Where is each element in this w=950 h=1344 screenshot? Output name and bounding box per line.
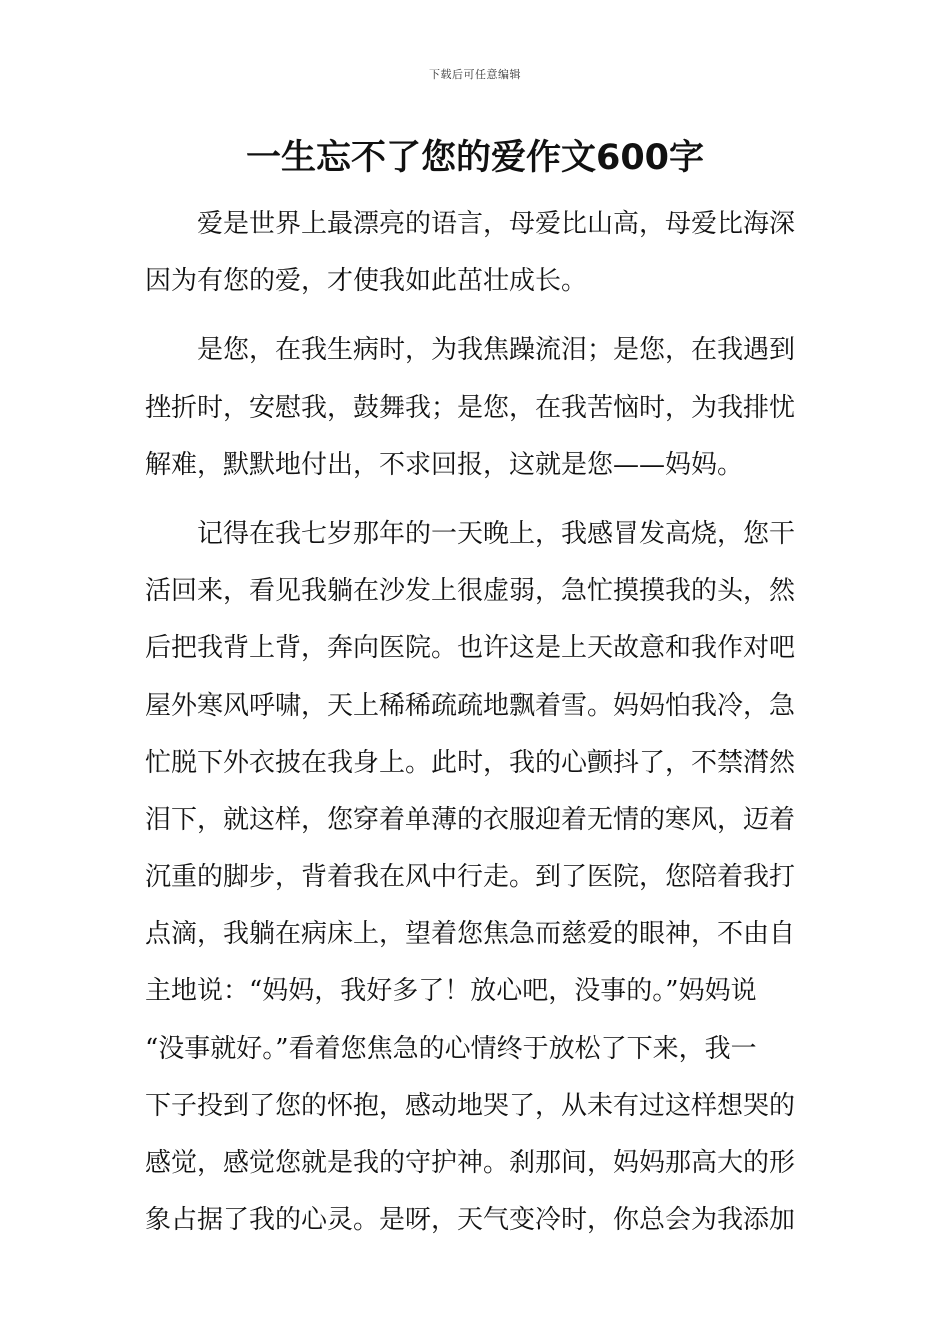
header-note: 下载后可任意编辑 — [429, 68, 521, 81]
paragraph-gap — [145, 502, 810, 514]
paragraph-line: 因为有您的爱，才使我如此茁壮成长。 — [145, 266, 588, 297]
paragraph-gap — [145, 318, 810, 330]
paragraph-line: 活回来，看见我躺在沙发上很虚弱，急忙摸摸我的头，然 — [145, 576, 796, 607]
paragraph-line: 感觉，感觉您就是我的守护神。刹那间，妈妈那高大的形 — [145, 1148, 796, 1178]
paragraph-line: 解难，默默地付出，不求回报，这就是您——妈妈。 — [145, 449, 744, 480]
paragraph-line: 泪下，就这样，您穿着单薄的衣服迎着无情的寒风，迈着 — [145, 804, 796, 835]
paragraph-line: 是您，在我生病时，为我焦躁流泪；是您，在我遇到 — [197, 335, 796, 366]
paragraph-line: 记得在我七岁那年的一天晚上，我感冒发高烧，您干 — [197, 518, 796, 549]
paragraph-line: 忙脱下外衣披在我身上。此时，我的心颤抖了，不禁潸然 — [145, 747, 796, 778]
paragraph-line: 屋外寒风呼啸，天上稀稀疏疏地飘着雪。妈妈怕我冷，急 — [145, 690, 796, 721]
paragraph-line: 主地说：“妈妈，我好多了！放心吧，没事的。”妈妈说 — [145, 976, 757, 1007]
paragraph-line: 后把我背上背，奔向医院。也许这是上天故意和我作对吧 — [145, 633, 796, 664]
document-body — [145, 204, 810, 1257]
paragraph-line: 点滴，我躺在病床上，望着您焦急而慈爱的眼神，不由自 — [145, 919, 796, 950]
paragraph-line: “没事就好。”看着您焦急的心情终于放松了下来，我一 — [145, 1033, 757, 1064]
document-title: 一生忘不了您的爱作文600字 — [245, 138, 705, 178]
paragraph-line: 沉重的脚步，背着我在风中行走。到了医院，您陪着我打 — [145, 862, 796, 893]
paragraph-line: 下子投到了您的怀抱，感动地哭了，从未有过这样想哭的 — [145, 1090, 796, 1121]
paragraph-line: 爱是世界上最漂亮的语言，母爱比山高，母爱比海深 — [197, 209, 796, 239]
paragraph-line: 挫折时，安慰我，鼓舞我；是您，在我苦恼时，为我排忧 — [145, 392, 796, 423]
paragraph-line: 象占据了我的心灵。是呀，天气变冷时，你总会为我添加 — [145, 1205, 796, 1236]
